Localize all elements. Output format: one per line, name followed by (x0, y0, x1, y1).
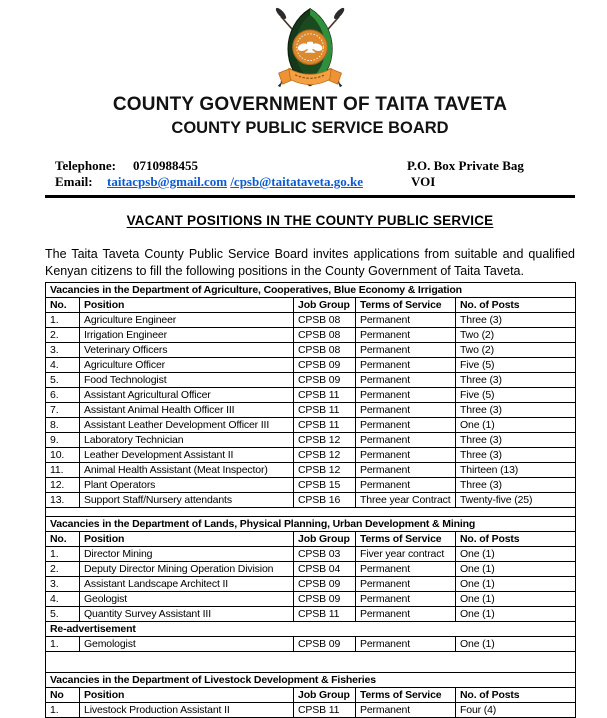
cell-posts: Two (2) (456, 328, 576, 343)
cell-position: Agriculture Engineer (80, 313, 294, 328)
cell-no: 13. (46, 493, 80, 508)
cell-job-group: CPSB 08 (294, 343, 356, 358)
cell-position: Irrigation Engineer (80, 328, 294, 343)
cell-terms: Permanent (356, 478, 456, 493)
cell-posts: Three (3) (456, 403, 576, 418)
cell-posts: One (1) (456, 547, 576, 562)
cell-no: 8. (46, 418, 80, 433)
cell-job-group: CPSB 12 (294, 463, 356, 478)
cell-job-group: CPSB 11 (294, 403, 356, 418)
cell-terms: Permanent (356, 403, 456, 418)
cell-terms: Permanent (356, 328, 456, 343)
cell-posts: Three (3) (456, 373, 576, 388)
email-label: Email: (55, 174, 93, 189)
cell-posts: Three (3) (456, 448, 576, 463)
cell-terms: Permanent (356, 562, 456, 577)
cell-job-group: CPSB 11 (294, 418, 356, 433)
vacancy-row (46, 703, 576, 718)
cell-job-group: CPSB 09 (294, 358, 356, 373)
cell-no: 2. (46, 562, 80, 577)
vacancy-row (46, 637, 576, 652)
cell-job-group: CPSB 11 (294, 607, 356, 622)
cell-posts: One (1) (456, 418, 576, 433)
vacancy-row (46, 373, 576, 388)
column-header-row (46, 532, 576, 547)
cell-job-group: CPSB 16 (294, 493, 356, 508)
spacer-row (46, 652, 576, 673)
cell-position: Assistant Landscape Architect II (80, 577, 294, 592)
telephone-number: 0710988455 (133, 158, 198, 173)
cell-posts: Five (5) (456, 358, 576, 373)
vacancy-row (46, 343, 576, 358)
cell-job-group: CPSB 08 (294, 328, 356, 343)
cell-no: 12. (46, 478, 80, 493)
column-header-row (46, 688, 576, 703)
cell-job-group: CPSB 12 (294, 433, 356, 448)
cell-no: 9. (46, 433, 80, 448)
cell-position: Support Staff/Nursery attendants (80, 493, 294, 508)
cell-posts: One (1) (456, 637, 576, 652)
cell-job-group: CPSB 04 (294, 562, 356, 577)
cell-job-group: CPSB 09 (294, 637, 356, 652)
vacancy-row (46, 388, 576, 403)
column-header: Job Group (294, 532, 356, 547)
cell-no: 1. (46, 637, 80, 652)
cell-posts: Twenty-five (25) (456, 493, 576, 508)
vacancy-row (46, 463, 576, 478)
spacer-cell (46, 652, 576, 673)
cell-position: Gemologist (80, 637, 294, 652)
column-header: No. of Posts (456, 688, 576, 703)
vacancy-row (46, 403, 576, 418)
cell-terms: Permanent (356, 313, 456, 328)
cell-terms: Fiver year contract (356, 547, 456, 562)
column-header: Position (80, 532, 294, 547)
cell-position: Plant Operators (80, 478, 294, 493)
spacer-row (46, 508, 576, 517)
column-header: Terms of Service (356, 298, 456, 313)
vacancy-row (46, 547, 576, 562)
section-title-row (46, 517, 576, 532)
vacancies-table-body (46, 283, 576, 718)
cell-position: Agriculture Officer (80, 358, 294, 373)
cell-no: 1. (46, 313, 80, 328)
email-link-gmail[interactable]: taitacpsb@gmail.com (107, 174, 228, 189)
cell-terms: Three year Contract (356, 493, 456, 508)
cell-terms: Permanent (356, 637, 456, 652)
contact-right (407, 158, 524, 190)
cell-posts: Thirteen (13) (456, 463, 576, 478)
cell-posts: One (1) (456, 577, 576, 592)
town: VOI (411, 174, 436, 189)
cell-terms: Permanent (356, 373, 456, 388)
email-link-cpsb[interactable]: /cpsb@taitataveta.go.ke (230, 174, 364, 189)
column-header: Terms of Service (356, 532, 456, 547)
page-title: VACANT POSITIONS IN THE COUNTY PUBLIC SERVICE (126, 213, 494, 228)
cell-terms: Permanent (356, 463, 456, 478)
section-title-row (46, 673, 576, 688)
cell-no: 2. (46, 328, 80, 343)
org-title: COUNTY GOVERNMENT OF TAITA TAVETA (112, 94, 508, 115)
cell-job-group: CPSB 09 (294, 373, 356, 388)
cell-no: 4. (46, 358, 80, 373)
cell-terms: Permanent (356, 358, 456, 373)
cell-position: Assistant Agricultural Officer (80, 388, 294, 403)
cell-posts: Two (2) (456, 343, 576, 358)
column-header: Position (80, 298, 294, 313)
column-header: Position (80, 688, 294, 703)
cell-terms: Permanent (356, 448, 456, 463)
cell-terms: Permanent (356, 577, 456, 592)
cell-job-group: CPSB 12 (294, 448, 356, 463)
column-header: Job Group (294, 688, 356, 703)
header-divider (45, 195, 575, 198)
cell-job-group: CPSB 15 (294, 478, 356, 493)
cell-job-group: CPSB 09 (294, 577, 356, 592)
cell-terms: Permanent (356, 703, 456, 718)
cell-job-group: CPSB 03 (294, 547, 356, 562)
column-header: No. (46, 298, 80, 313)
cell-terms: Permanent (356, 388, 456, 403)
column-header: No. of Posts (456, 298, 576, 313)
vacancy-row (46, 493, 576, 508)
cell-job-group: CPSB 09 (294, 592, 356, 607)
section-title: Vacancies in the Department of Agriculture, Cooperatives, Blue Economy & Irrigation (46, 283, 576, 298)
cell-position: Veterinary Officers (80, 343, 294, 358)
cell-position: Deputy Director Mining Operation Division (80, 562, 294, 577)
cell-posts: Three (3) (456, 478, 576, 493)
cell-posts: One (1) (456, 592, 576, 607)
column-header: Terms of Service (356, 688, 456, 703)
column-header: No. (46, 532, 80, 547)
cell-no: 10. (46, 448, 80, 463)
cell-position: Animal Health Assistant (Meat Inspector) (80, 463, 294, 478)
vacancy-row (46, 433, 576, 448)
cell-no: 5. (46, 607, 80, 622)
cell-position: Livestock Production Assistant II (80, 703, 294, 718)
cell-posts: Four (4) (456, 703, 576, 718)
cell-job-group: CPSB 11 (294, 388, 356, 403)
column-header: Job Group (294, 298, 356, 313)
cell-posts: Three (3) (456, 313, 576, 328)
cell-position: Assistant Leather Development Officer III (80, 418, 294, 433)
section-title: Vacancies in the Department of Livestock Development & Fisheries (46, 673, 576, 688)
cell-position: Laboratory Technician (80, 433, 294, 448)
cell-terms: Permanent (356, 418, 456, 433)
vacancy-row (46, 478, 576, 493)
section-title: Vacancies in the Department of Lands, Physical Planning, Urban Development & Mining (46, 517, 576, 532)
cell-posts: One (1) (456, 562, 576, 577)
cell-no: 11. (46, 463, 80, 478)
cell-posts: Five (5) (456, 388, 576, 403)
coat-of-arms-icon (259, 4, 361, 92)
contact-block (45, 158, 575, 190)
cell-no: 7. (46, 403, 80, 418)
intro-paragraph: The Taita Taveta County Public Service Board invites applications from suitable and qualified Kenyan citizens to fill the following positions in the County Government of Taita Taveta. (45, 247, 575, 278)
po-box: P.O. Box Private Bag (407, 158, 524, 173)
telephone-label: Telephone: (55, 158, 116, 173)
cell-posts: Three (3) (456, 433, 576, 448)
cell-no: 1. (46, 703, 80, 718)
vacancy-row (46, 448, 576, 463)
cell-no: 5. (46, 373, 80, 388)
subsection-header: Re-advertisement (46, 622, 576, 637)
vacancy-row (46, 592, 576, 607)
cell-no: 3. (46, 343, 80, 358)
cell-position: Assistant Animal Health Officer III (80, 403, 294, 418)
cell-job-group: CPSB 08 (294, 313, 356, 328)
cell-no: 6. (46, 388, 80, 403)
cell-terms: Permanent (356, 343, 456, 358)
cell-no: 4. (46, 592, 80, 607)
vacancy-row (46, 418, 576, 433)
cell-no: 1. (46, 547, 80, 562)
column-header-row (46, 298, 576, 313)
spacer-cell (46, 508, 576, 517)
vacancy-row (46, 328, 576, 343)
cell-no: 3. (46, 577, 80, 592)
cell-position: Director Mining (80, 547, 294, 562)
board-title: COUNTY PUBLIC SERVICE BOARD (171, 119, 449, 137)
cell-posts: One (1) (456, 607, 576, 622)
cell-position: Quantity Survey Assistant III (80, 607, 294, 622)
cell-terms: Permanent (356, 433, 456, 448)
column-header: No (46, 688, 80, 703)
cell-job-group: CPSB 11 (294, 703, 356, 718)
vacancy-row (46, 562, 576, 577)
cell-terms: Permanent (356, 607, 456, 622)
cell-position: Leather Development Assistant II (80, 448, 294, 463)
column-header: No. of Posts (456, 532, 576, 547)
subsection-header-row (46, 622, 576, 637)
vacancy-row (46, 607, 576, 622)
vacancy-row (46, 358, 576, 373)
county-coat-of-arms (45, 4, 575, 94)
section-title-row (46, 283, 576, 298)
cell-terms: Permanent (356, 592, 456, 607)
vacancy-row (46, 313, 576, 328)
vacancies-table (45, 282, 576, 718)
cell-position: Geologist (80, 592, 294, 607)
vacancy-row (46, 577, 576, 592)
cell-position: Food Technologist (80, 373, 294, 388)
